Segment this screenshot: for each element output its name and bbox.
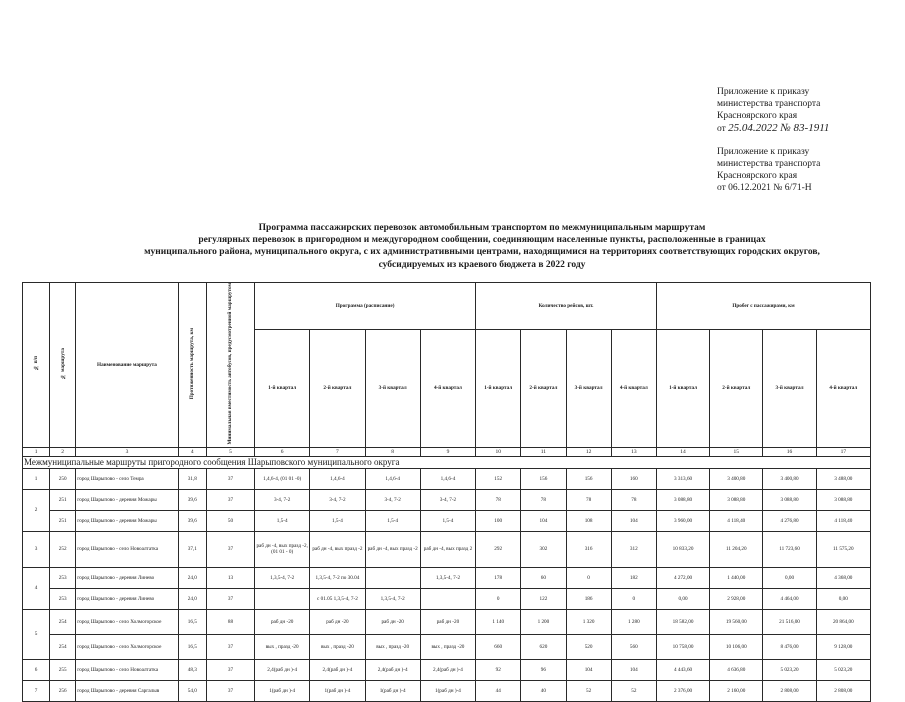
cell-route: 256 [50,680,76,701]
cell-length: 24,0 [178,588,206,609]
cell-program-q3: 1,5-4 [365,510,420,531]
cell-route: 255 [50,659,76,680]
cell-route-name: город Шарыпово - село Темра [76,468,178,489]
cell-program-q3: раб дн -20 [365,609,420,634]
cell-program-q2: раб дн -20 [310,609,365,634]
cell-mileage-q4: 3 088,80 [816,489,870,510]
prev-header-line1: Приложение к приказу [717,147,810,157]
header-mileage-q1: 1-й квартал [656,329,709,447]
cell-trips-q2: 1 200 [521,609,566,634]
cell-program-q2: 2,4(раб дн )-4 [310,659,365,680]
title-line4: субсидируемых из краевого бюджета в 2022 году [378,259,586,270]
table-row [23,680,871,701]
cell-mileage-q2: 1 440,00 [710,567,763,588]
cell-mileage-q1: 4 272,00 [656,567,709,588]
cell-route: 252 [50,531,76,567]
cell-length: 48,3 [178,659,206,680]
header-capacity: Минимальная вместимость автобусов, предусмотренной маршрутом [206,283,254,448]
order-header-line4 [717,122,829,135]
cell-route: 253 [50,588,76,609]
cell-program-q1: 3-4, 7-2 [255,489,310,510]
header-program: Программа (расписание) [255,283,476,330]
cell-program-q4: раб дн -4, вых празд 2 [420,531,475,567]
cell-trips-q1: 92 [476,659,521,680]
cell-mileage-q3: 0,00 [763,567,816,588]
cell-trips-q3: 78 [566,489,611,510]
cell-mileage-q3: 21 516,00 [763,609,816,634]
order-header-line3: Красноярского края [717,111,798,121]
header-trips-q2: 2-й квартал [521,329,566,447]
cell-route-name: город Шарыпово - село Холмогорское [76,609,178,634]
cell-mileage-q2: 2 928,00 [710,588,763,609]
cell-route-name: город Шарыпово - деревня Можары [76,510,178,531]
cell-capacity: 88 [206,609,254,634]
cell-route: 254 [50,609,76,634]
cell-length: 39,6 [178,510,206,531]
cell-mileage-q4: 4 118,40 [816,510,870,531]
section-title: Межмуниципальные маршруты пригородного сообщения Шарыповского муниципального округа [23,456,871,468]
cell-mileage-q2: 19 560,00 [710,609,763,634]
cell-trips-q4: 52 [611,680,656,701]
cell-mileage-q4: 3 488,00 [816,468,870,489]
cell-capacity: 50 [206,510,254,531]
cell-program-q2: вых , празд -20 [310,634,365,659]
cell-mileage-q2: 11 204,20 [710,531,763,567]
cell-capacity: 37 [206,659,254,680]
cell-trips-q3: 520 [566,634,611,659]
cell-trips-q2: 302 [521,531,566,567]
order-header-line2: министерства транспорта [717,99,821,109]
cell-program-q4: 1,4,6-4 [420,468,475,489]
header-trips-q4: 4-й квартал [611,329,656,447]
cell-mileage-q3: 4 276,80 [763,510,816,531]
header-program-q4: 4-й квартал [420,329,475,447]
cell-program-q2: 3-4, 7-2 [310,489,365,510]
cell-num: 6 [23,659,50,680]
cell-route: 253 [50,567,76,588]
cell-program-q3: 1,4,6-4 [365,468,420,489]
cell-capacity: 37 [206,588,254,609]
cell-program-q4: 1(раб дн )-4 [420,680,475,701]
header-trips-q1: 1-й квартал [476,329,521,447]
prev-header-line4: от 06.12.2021 № 6/71-Н [717,183,812,193]
cell-trips-q2: 620 [521,634,566,659]
document-title [92,222,872,271]
cell-trips-q2: 78 [521,489,566,510]
cell-length: 16,5 [178,609,206,634]
header-mileage-q3: 3-й квартал [763,329,816,447]
cell-mileage-q2: 3 088,80 [710,489,763,510]
cell-program-q4: 1,3,5-4, 7-2 [420,567,475,588]
cell-trips-q4: 312 [611,531,656,567]
column-number-cell: 10 [476,447,521,456]
cell-num: 7 [23,680,50,701]
handwritten-order-number: 25.04.2022 № 83-1911 [728,122,830,134]
header-program-q3: 3-й квартал [365,329,420,447]
cell-trips-q2: 40 [521,680,566,701]
cell-route: 250 [50,468,76,489]
cell-program-q3: вых , празд -20 [365,634,420,659]
column-number-cell: 7 [310,447,365,456]
cell-program-q1: 2,4(раб дн )-4 [255,659,310,680]
cell-trips-q2: 60 [521,567,566,588]
cell-trips-q2: 122 [521,588,566,609]
cell-trips-q3: 1 320 [566,609,611,634]
cell-trips-q1: 660 [476,634,521,659]
cell-trips-q1: 1 140 [476,609,521,634]
cell-program-q3: 1(раб дн )-4 [365,680,420,701]
column-number-cell: 17 [816,447,870,456]
cell-mileage-q1: 3 088,80 [656,489,709,510]
cell-trips-q4: 104 [611,510,656,531]
table-row [23,634,871,659]
cell-program-q2: с 01.05 1,3,5-4, 7-2 [310,588,365,609]
cell-program-q4: 1,5-4 [420,510,475,531]
table-row [23,659,871,680]
cell-mileage-q3: 11 723,60 [763,531,816,567]
cell-mileage-q3: 5 023,20 [763,659,816,680]
cell-trips-q3: 0 [566,567,611,588]
table-row [23,468,871,489]
cell-length: 54,0 [178,680,206,701]
order-appendix-header [717,86,829,135]
cell-route-name: город Шарыпово - село Новоалтатка [76,531,178,567]
title-line2: регулярных перевозок в пригородном и междугородном сообщении, соединяющим населенные пункты, расположенные в границах [198,235,766,246]
cell-trips-q1: 152 [476,468,521,489]
column-number-cell: 8 [365,447,420,456]
cell-mileage-q1: 3 313,60 [656,468,709,489]
cell-trips-q2: 156 [521,468,566,489]
cell-program-q3 [365,567,420,588]
cell-capacity: 37 [206,680,254,701]
title-line3: муниципального района, муниципального округа, с их административными центрами, находящимися на территориях соответствующих городских округов, [144,247,820,258]
cell-route-name: город Шарыпово - село Холмогорское [76,634,178,659]
cell-trips-q1: 178 [476,567,521,588]
table-row [23,588,871,609]
cell-mileage-q2: 4 636,80 [710,659,763,680]
order-date-prefix: от [717,124,726,134]
cell-trips-q4: 104 [611,659,656,680]
cell-program-q4 [420,588,475,609]
cell-mileage-q3: 3 400,80 [763,468,816,489]
cell-mileage-q4: 4 368,00 [816,567,870,588]
column-number-cell: 4 [178,447,206,456]
prev-header-line2: министерства транспорта [717,159,821,169]
cell-program-q1: 1,4,6-4, (01 01 -0) [255,468,310,489]
section-row [23,456,871,468]
cell-route: 251 [50,510,76,531]
prev-header-line3: Красноярского края [717,171,798,181]
cell-num: 3 [23,531,50,567]
cell-mileage-q3: 8 476,00 [763,634,816,659]
cell-mileage-q1: 0,00 [656,588,709,609]
column-number-cell: 3 [76,447,178,456]
cell-program-q3: раб дн -4, вых празд -2 [365,531,420,567]
header-route-name: Наименование маршрута [76,283,178,448]
cell-trips-q2: 96 [521,659,566,680]
cell-mileage-q1: 3 960,00 [656,510,709,531]
cell-trips-q4: 78 [611,489,656,510]
header-mileage-q2: 2-й квартал [710,329,763,447]
cell-route-name: город Шарыпово - деревня Саргалыв [76,680,178,701]
cell-mileage-q4: 2 808,00 [816,680,870,701]
cell-program-q1: вых , празд -20 [255,634,310,659]
header-mileage-q4: 4-й квартал [816,329,870,447]
cell-mileage-q4: 5 023,20 [816,659,870,680]
cell-trips-q4: 560 [611,634,656,659]
header-length: Протяженность маршрута, км [178,283,206,448]
cell-mileage-q1: 18 582,00 [656,609,709,634]
table-row [23,510,871,531]
column-number-cell: 14 [656,447,709,456]
column-number-cell: 12 [566,447,611,456]
cell-route: 251 [50,489,76,510]
cell-mileage-q3: 2 808,00 [763,680,816,701]
cell-length: 37,1 [178,531,206,567]
cell-route: 254 [50,634,76,659]
cell-capacity: 37 [206,468,254,489]
cell-trips-q1: 0 [476,588,521,609]
cell-mileage-q1: 2 376,00 [656,680,709,701]
cell-mileage-q1: 10 833,20 [656,531,709,567]
cell-program-q1: раб дн -4, вых празд -2, (01 01 - 0) [255,531,310,567]
cell-capacity: 13 [206,567,254,588]
cell-program-q1: раб дн -20 [255,609,310,634]
cell-mileage-q2: 10 106,00 [710,634,763,659]
cell-trips-q4: 1 280 [611,609,656,634]
cell-mileage-q3: 4 464,00 [763,588,816,609]
cell-trips-q1: 44 [476,680,521,701]
routes-table [22,282,871,702]
header-trips-q3: 3-й квартал [566,329,611,447]
table-row [23,489,871,510]
header-num: № п/п [23,283,50,448]
header-program-q1: 1-й квартал [255,329,310,447]
cell-trips-q3: 316 [566,531,611,567]
cell-program-q3: 1,3,5-4, 7-2 [365,588,420,609]
cell-program-q4: 2,4(раб дн )-4 [420,659,475,680]
column-number-cell: 5 [206,447,254,456]
cell-route-name: город Шарыпово - деревня Линево [76,567,178,588]
table-row [23,531,871,567]
column-number-cell: 16 [763,447,816,456]
cell-mileage-q2: 3 400,80 [710,468,763,489]
cell-mileage-q3: 3 088,80 [763,489,816,510]
column-number-cell: 6 [255,447,310,456]
cell-trips-q4: 182 [611,567,656,588]
cell-capacity: 37 [206,489,254,510]
cell-program-q2: раб дн -4, вых празд -2 [310,531,365,567]
cell-program-q4: 3-4, 7-2 [420,489,475,510]
table-row [23,609,871,634]
header-route-number: № маршрута [50,283,76,448]
column-number-cell: 11 [521,447,566,456]
cell-program-q1: 1,3,5-4, 7-2 [255,567,310,588]
cell-program-q2: 1(раб дн )-4 [310,680,365,701]
cell-trips-q3: 104 [566,659,611,680]
cell-mileage-q1: 4 443,60 [656,659,709,680]
cell-program-q3: 2,4(раб дн )-4 [365,659,420,680]
column-number-cell: 2 [50,447,76,456]
column-numbers-row [23,447,871,456]
column-number-cell: 1 [23,447,50,456]
order-header-line1: Приложение к приказу [717,87,810,97]
column-number-cell: 13 [611,447,656,456]
cell-trips-q1: 78 [476,489,521,510]
cell-route-name: город Шарыпово - село Новоалтатка [76,659,178,680]
cell-program-q2: 1,5-4 [310,510,365,531]
cell-program-q3: 3-4, 7-2 [365,489,420,510]
cell-mileage-q4: 9 128,00 [816,634,870,659]
cell-length: 16,5 [178,634,206,659]
cell-mileage-q4: 0,00 [816,588,870,609]
cell-length: 31,8 [178,468,206,489]
cell-program-q1: 1,5-4 [255,510,310,531]
cell-capacity: 37 [206,531,254,567]
title-line1: Программа пассажирских перевозок автомобильным транспортом по межмуниципальным маршрутам [258,223,706,233]
cell-route-name: город Шарыпово - деревня Линево [76,588,178,609]
cell-num: 4 [23,567,50,609]
cell-capacity: 37 [206,634,254,659]
cell-length: 39,6 [178,489,206,510]
cell-program-q4: вых , празд -20 [420,634,475,659]
cell-program-q1: 1(раб дн )-4 [255,680,310,701]
column-number-cell: 9 [420,447,475,456]
cell-program-q1 [255,588,310,609]
cell-trips-q3: 186 [566,588,611,609]
previous-appendix-header [717,146,820,194]
cell-trips-q1: 100 [476,510,521,531]
header-mileage: Пробег с пассажирами, км [656,283,870,330]
header-trips: Количество рейсов, шт. [476,283,657,330]
cell-trips-q2: 104 [521,510,566,531]
cell-trips-q4: 0 [611,588,656,609]
cell-mileage-q1: 10 758,00 [656,634,709,659]
cell-program-q4: раб дн -20 [420,609,475,634]
cell-length: 24,0 [178,567,206,588]
cell-num: 5 [23,609,50,659]
cell-mileage-q4: 20 864,00 [816,609,870,634]
cell-trips-q4: 160 [611,468,656,489]
cell-mileage-q2: 4 118,40 [710,510,763,531]
cell-mileage-q2: 2 160,00 [710,680,763,701]
cell-trips-q1: 292 [476,531,521,567]
cell-mileage-q4: 11 575,20 [816,531,870,567]
cell-trips-q3: 156 [566,468,611,489]
cell-num: 2 [23,489,50,531]
cell-route-name: город Шарыпово - деревня Можары [76,489,178,510]
cell-program-q2: 1,3,5-4, 7-2 по 30.04 [310,567,365,588]
column-number-cell: 15 [710,447,763,456]
cell-trips-q3: 52 [566,680,611,701]
cell-trips-q3: 108 [566,510,611,531]
cell-num: 1 [23,468,50,489]
table-row [23,567,871,588]
header-program-q2: 2-й квартал [310,329,365,447]
cell-program-q2: 1,4,6-4 [310,468,365,489]
